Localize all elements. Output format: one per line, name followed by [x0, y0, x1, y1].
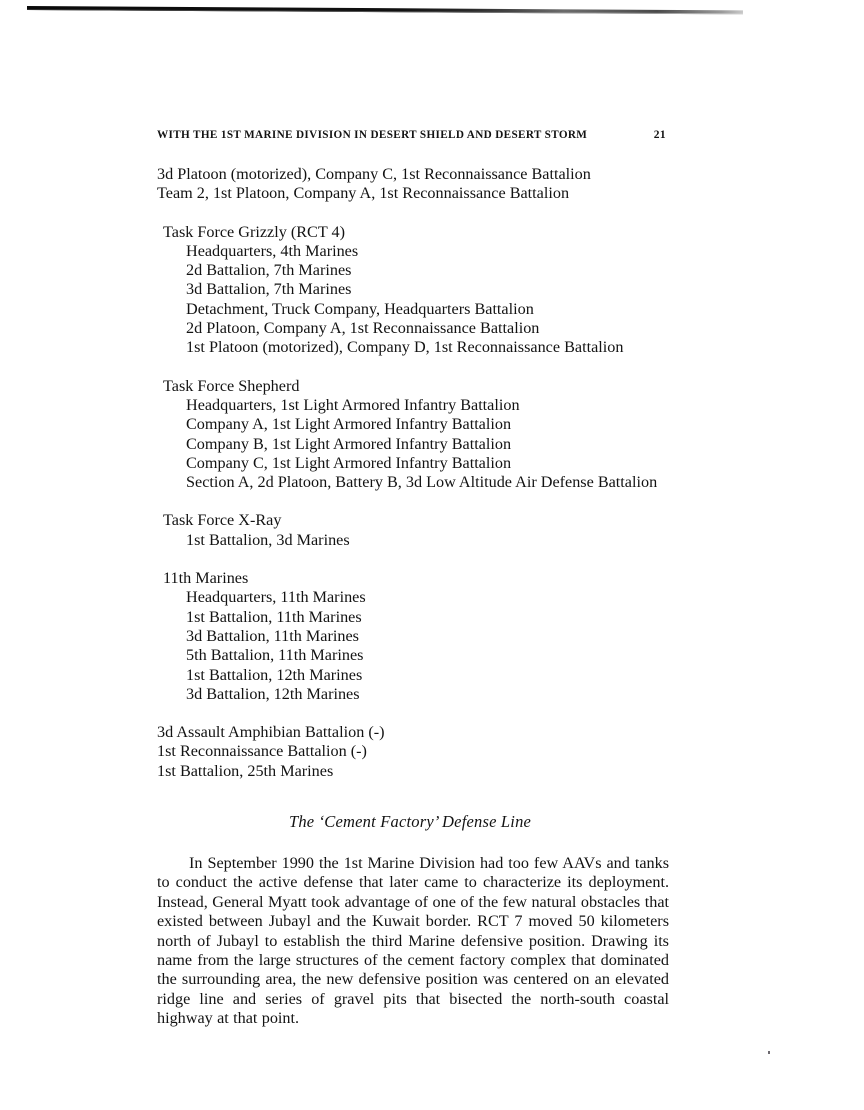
org-block [157, 723, 669, 781]
section-heading: The ‘Cement Factory’ Defense Line [288, 812, 532, 832]
org-list-item: 2d Battalion, 7th Marines [186, 261, 352, 280]
org-list-item: Company C, 1st Light Armored Infantry Battalion [186, 453, 512, 472]
body-paragraph: In September 1990 the 1st Marine Division had too few AAVs and tanks to conduct the active defense that later came to characterize its deployment. Instead, General Myatt took advantage of one of the few natural obstacles that existed between Jubayl and the Kuwait border. RCT 7 moved 50 kilometers north of Jubayl to establish the third Marine defensive position. Drawing its name from the large structures of the cement factory complex that dominated the surrounding area, the new defensive position was centered on an elevated ridge line and series of gravel pits that bisected the north-south coastal highway at that point. [157, 854, 669, 1028]
org-list-item: 1st Battalion, 12th Marines [186, 665, 363, 684]
org-block-heading: Task Force Shepherd [163, 376, 300, 395]
org-list-item: 1st Battalion, 11th Marines [186, 607, 362, 626]
org-list-item: Headquarters, 11th Marines [186, 588, 366, 607]
org-block [157, 223, 669, 358]
running-head-title: WITH THE 1ST MARINE DIVISION IN DESERT SHIELD AND DESERT STORM [157, 129, 588, 141]
org-list-item: Company A, 1st Light Armored Infantry Battalion [186, 415, 512, 434]
text-column [157, 129, 669, 1029]
org-block-heading: 11th Marines [163, 569, 249, 588]
scan-speck-artifact [768, 1051, 770, 1054]
org-list-item: Section A, 2d Platoon, Battery B, 3d Low Altitude Air Defense Battalion [186, 473, 658, 492]
org-list-item: 1st Platoon (motorized), Company D, 1st Reconnaissance Battalion [186, 338, 624, 357]
org-block [157, 569, 669, 704]
org-list-item: Detachment, Truck Company, Headquarters Battalion [186, 299, 534, 318]
org-list-item: 3d Battalion, 12th Marines [186, 684, 360, 703]
org-list-item: Company B, 1st Light Armored Infantry Battalion [186, 434, 512, 453]
org-list-item: 1st Battalion, 25th Marines [157, 761, 334, 780]
org-list-item: 3d Assault Amphibian Battalion (-) [157, 723, 385, 742]
organization-list [157, 165, 669, 781]
org-list-item: 1st Reconnaissance Battalion (-) [157, 742, 367, 761]
org-block-heading: Task Force Grizzly (RCT 4) [163, 222, 345, 241]
org-list-item: 2d Platoon, Company A, 1st Reconnaissance Battalion [186, 319, 540, 338]
org-list-item: 3d Platoon (motorized), Company C, 1st Reconnaissance Battalion [157, 165, 591, 183]
running-head [157, 129, 669, 141]
org-list-item: 3d Battalion, 11th Marines [186, 626, 359, 645]
org-list-item: Headquarters, 1st Light Armored Infantry Battalion [186, 395, 520, 414]
org-block [157, 165, 669, 204]
org-list-item: 1st Battalion, 3d Marines [186, 530, 350, 549]
org-block [157, 377, 669, 493]
org-block-heading: Task Force X-Ray [163, 511, 282, 530]
org-block [157, 511, 669, 550]
page-number: 21 [653, 129, 666, 141]
org-list-item: 5th Battalion, 11th Marines [186, 646, 364, 665]
scan-edge-artifact [27, 6, 743, 14]
org-list-item: Headquarters, 4th Marines [186, 241, 359, 260]
org-list-item: 3d Battalion, 7th Marines [186, 280, 352, 299]
org-list-item: Team 2, 1st Platoon, Company A, 1st Reconnaissance Battalion [157, 184, 570, 203]
